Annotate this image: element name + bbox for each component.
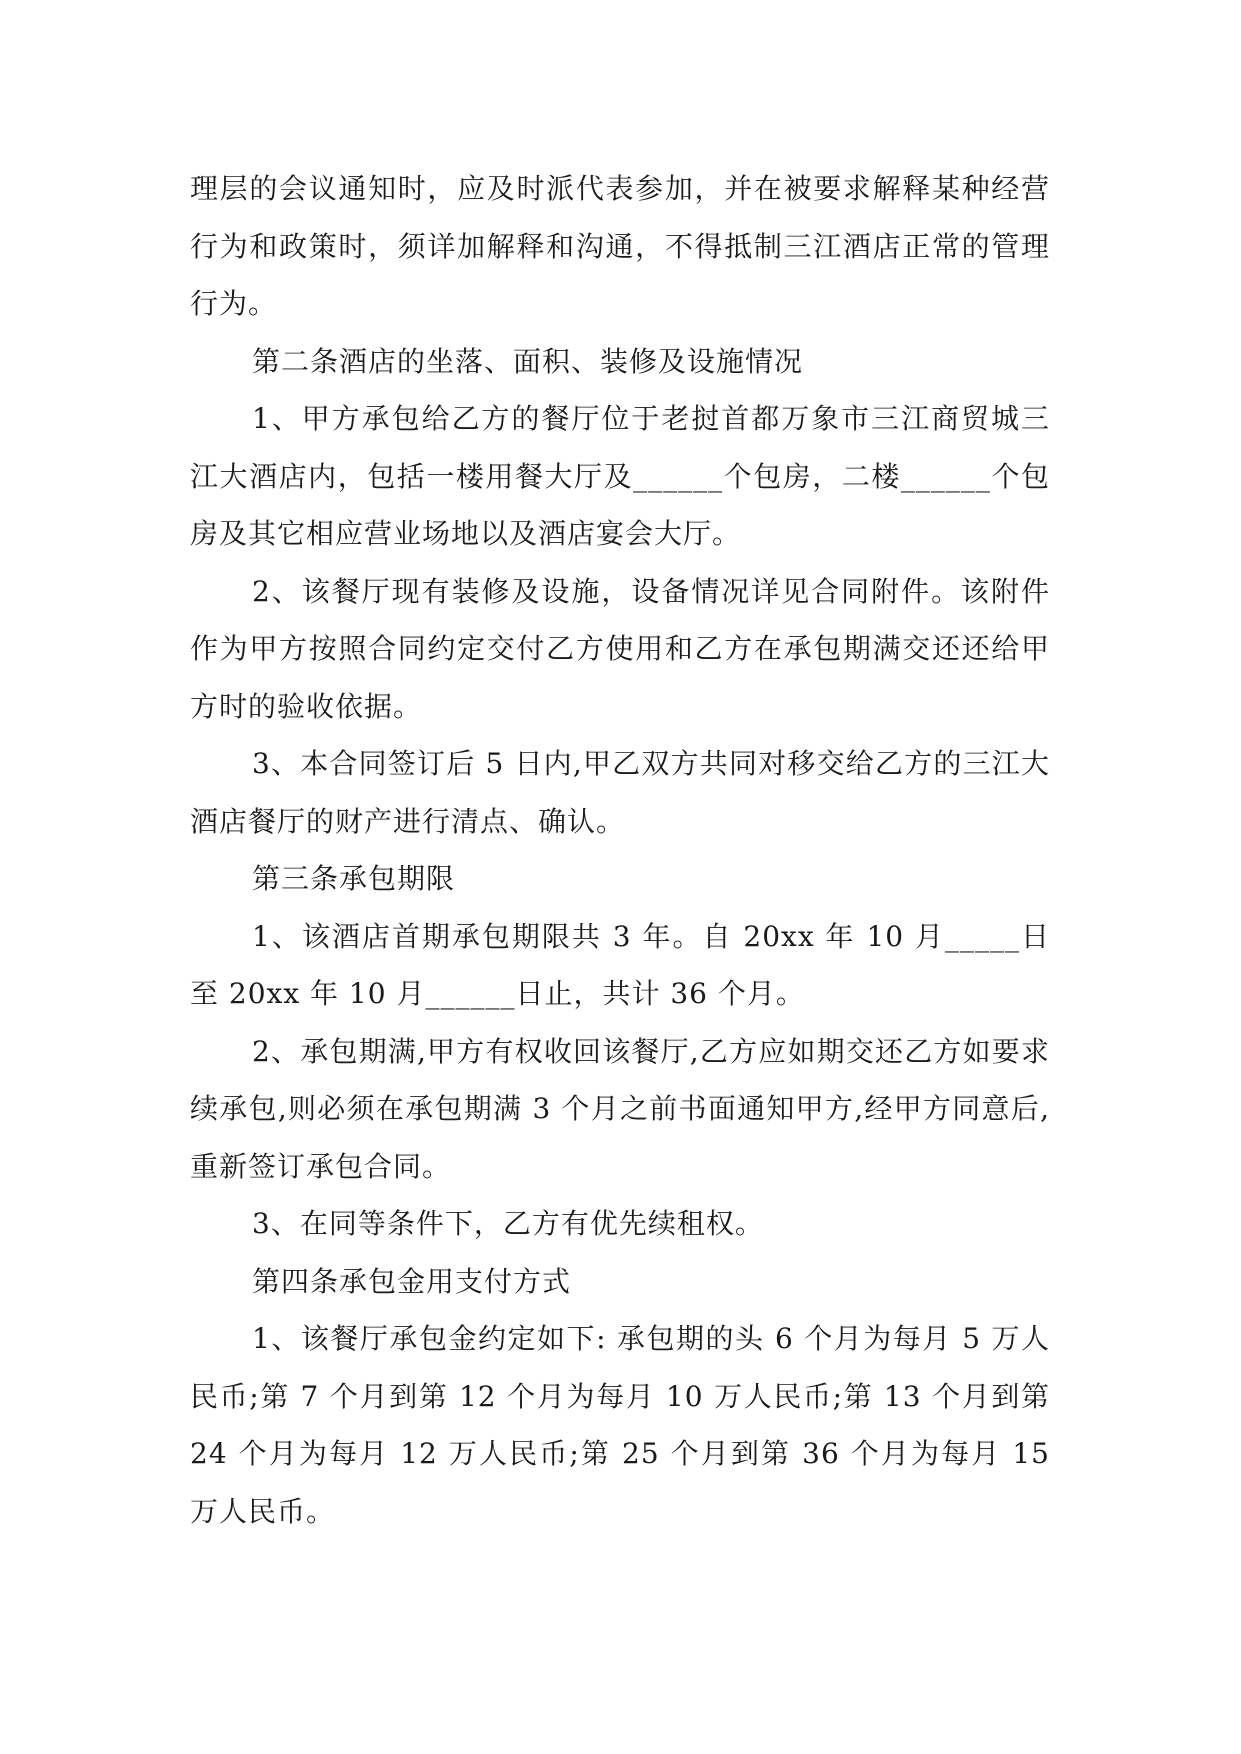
paragraph-article-3-item-1: 1、该酒店首期承包期限共 3 年。自 20xx 年 10 月_____日至 20xx 年 10 月______日止，共计 36 个月。 [190, 919, 1050, 1010]
paragraph-article-4-item-1: 1、该餐厅承包金约定如下: 承包期的头 6 个月为每月 5 万人民币;第 7 个月到第 12 个月为每月 10 万人民币;第 13 个月到第 24 个月为每月 12 万人民币;第 25 个月到第 36 个月为每月 15 万人民币。 [190, 1322, 1050, 1528]
paragraph-article-3-item-2: 2、承包期满,甲方有权收回该餐厅,乙方应如期交还乙方如要求续承包,则必须在承包期满 3 个月之前书面通知甲方,经甲方同意后,重新签订承包合同。 [190, 1034, 1050, 1183]
heading-article-3: 第三条承包期限 [252, 862, 456, 895]
paragraph-article-2-item-2: 2、该餐厅现有装修及设施，设备情况详见合同附件。该附件作为甲方按照合同约定交付乙方使用和乙方在承包期满交还还给甲方时的验收依据。 [190, 574, 1050, 723]
heading-article-2: 第二条酒店的坐落、面积、装修及设施情况 [252, 344, 804, 378]
heading-article-4: 第四条承包金用支付方式 [252, 1264, 572, 1298]
paragraph-article-2-item-3: 3、本合同签订后 5 日内,甲乙双方共同对移交给乙方的三江大酒店餐厅的财产进行清点、确认。 [190, 747, 1050, 838]
document-body [190, 160, 1050, 1540]
paragraph-article-2-item-1: 1、甲方承包给乙方的餐厅位于老挝首都万象市三江商贸城三江大酒店内，包括一楼用餐大厅及______个包房，二楼______个包房及其它相应营业场地以及酒店宴会大厅。 [190, 402, 1050, 550]
paragraph-management-meetings: 理层的会议通知时，应及时派代表参加，并在被要求解释某种经营行为和政策时，须详加解释和沟通，不得抵制三江酒店正常的管理行为。 [190, 172, 1050, 320]
paragraph-article-3-item-3: 3、在同等条件下，乙方有优先续租权。 [252, 1207, 764, 1240]
